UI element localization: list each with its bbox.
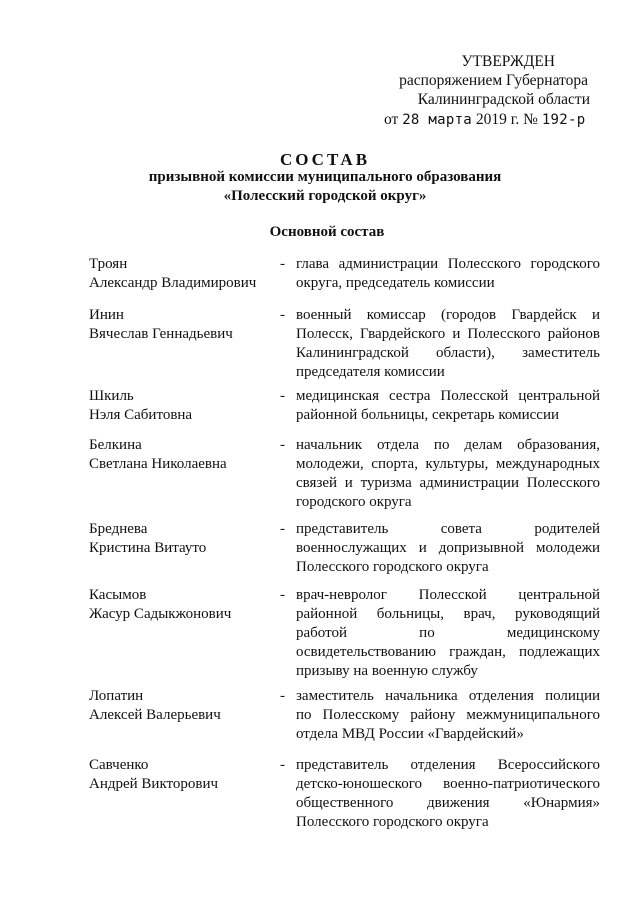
member-name xyxy=(89,436,279,474)
member-role xyxy=(296,586,600,681)
member-role-line: председателя комиссии xyxy=(296,364,445,380)
member-name xyxy=(89,756,279,794)
member-surname: Белкина xyxy=(89,437,142,453)
member-role-line: представитель отделения Всероссийского xyxy=(296,757,600,773)
member-role xyxy=(296,687,600,744)
member-given-names: Алексей Валерьевич xyxy=(89,707,221,723)
member-dash: - xyxy=(280,437,285,453)
member-role-line: врач-невролог Полесской центральной xyxy=(296,587,600,603)
member-role-line: глава администрации Полесского городского xyxy=(296,256,600,272)
member-role xyxy=(296,255,600,293)
member-role-line: Полесского городского округа xyxy=(296,559,489,575)
member-name xyxy=(89,387,279,425)
member-role xyxy=(296,520,600,577)
approval-line-2: распоряжением Губернатора xyxy=(399,72,588,89)
member-dash: - xyxy=(280,521,285,537)
member-role-line: округа, председатель комиссии xyxy=(296,275,495,291)
approval-stamp xyxy=(372,52,602,109)
member-role-line: военный комиссар (городов Гвардейск и xyxy=(296,307,600,323)
member-role-line: заместитель начальника отделения полиции xyxy=(296,688,600,704)
document-subtitle-2: «Полесский городской округ» xyxy=(223,188,427,204)
member-role-line: общественного движения «Юнармия» xyxy=(296,795,600,811)
member-role xyxy=(296,306,600,382)
member-name xyxy=(89,586,279,624)
member-role-line: районной больницы, секретарь комиссии xyxy=(296,407,559,423)
member-dash: - xyxy=(280,307,285,323)
member-role-line: по Полесскому району межмуниципального xyxy=(296,707,600,723)
document-title: СОСТАВ xyxy=(279,150,371,169)
member-dash: - xyxy=(280,688,285,704)
approval-line-3: Калининградской области xyxy=(417,91,590,108)
date-prefix: от xyxy=(384,111,399,128)
member-dash: - xyxy=(280,388,285,404)
member-name xyxy=(89,306,279,344)
member-dash: - xyxy=(280,757,285,773)
member-role-line: военнослужащих и допризывной молодежи xyxy=(296,540,600,556)
member-given-names: Андрей Викторович xyxy=(89,776,219,792)
member-role xyxy=(296,756,600,832)
member-given-names: Кристина Витауто xyxy=(89,540,207,556)
member-role xyxy=(296,387,600,425)
member-surname: Касымов xyxy=(89,587,147,603)
member-role-line: представитель совета родителей xyxy=(296,521,600,537)
section-heading: Основной состав xyxy=(269,224,385,240)
document-subtitle-1: призывной комиссии муниципального образования xyxy=(148,169,502,185)
member-role-line: городского округа xyxy=(296,494,412,510)
member-role-line: молодежи, спорта, культуры, международных xyxy=(296,456,600,472)
member-role-line: освидетельствованию граждан, подлежащих xyxy=(296,644,600,660)
order-number: 192-р xyxy=(541,112,586,128)
member-dash: - xyxy=(280,587,285,603)
member-surname: Инин xyxy=(89,307,124,323)
member-role-line: призыву на военную службу xyxy=(296,663,478,679)
member-surname: Шкиль xyxy=(89,388,134,404)
member-role xyxy=(296,436,600,512)
member-role-line: Полесск, Гвардейского и Полесского районов xyxy=(296,326,600,342)
date-year: 2019 г. № xyxy=(475,111,538,128)
approval-date xyxy=(384,111,585,129)
member-role-line: начальник отдела по делам образования, xyxy=(296,437,600,453)
member-role-line: работой по медицинскому xyxy=(296,625,600,641)
member-role-line: медицинская сестра Полесской центральной xyxy=(296,388,600,404)
member-surname: Лопатин xyxy=(89,688,144,704)
member-name xyxy=(89,255,279,293)
member-role-line: связей и туризма администрации Полесского xyxy=(296,475,600,491)
date-value: 28 марта xyxy=(402,112,473,128)
member-dash: - xyxy=(280,256,285,272)
member-given-names: Жасур Садыкжонович xyxy=(89,606,232,622)
member-role-line: районной больницы, врач, руководящий xyxy=(296,606,600,622)
member-given-names: Александр Владимирович xyxy=(89,275,257,291)
approval-title: УТВЕРЖДЕН xyxy=(461,53,555,70)
member-role-line: детско-юношеского военно-патриотического xyxy=(296,776,600,792)
member-role-line: отдела МВД России «Гвардейский» xyxy=(296,726,524,742)
member-role-line: Полесского городского округа xyxy=(296,814,489,830)
member-role-line: Калининградской области), заместитель xyxy=(296,345,600,361)
member-surname: Савченко xyxy=(89,757,149,773)
member-name xyxy=(89,687,279,725)
member-surname: Троян xyxy=(89,256,128,272)
member-given-names: Нэля Сабитовна xyxy=(89,407,193,423)
member-given-names: Вячеслав Геннадьевич xyxy=(89,326,233,342)
member-surname: Бреднева xyxy=(89,521,148,537)
member-name xyxy=(89,520,279,558)
member-given-names: Светлана Николаевна xyxy=(89,456,227,472)
